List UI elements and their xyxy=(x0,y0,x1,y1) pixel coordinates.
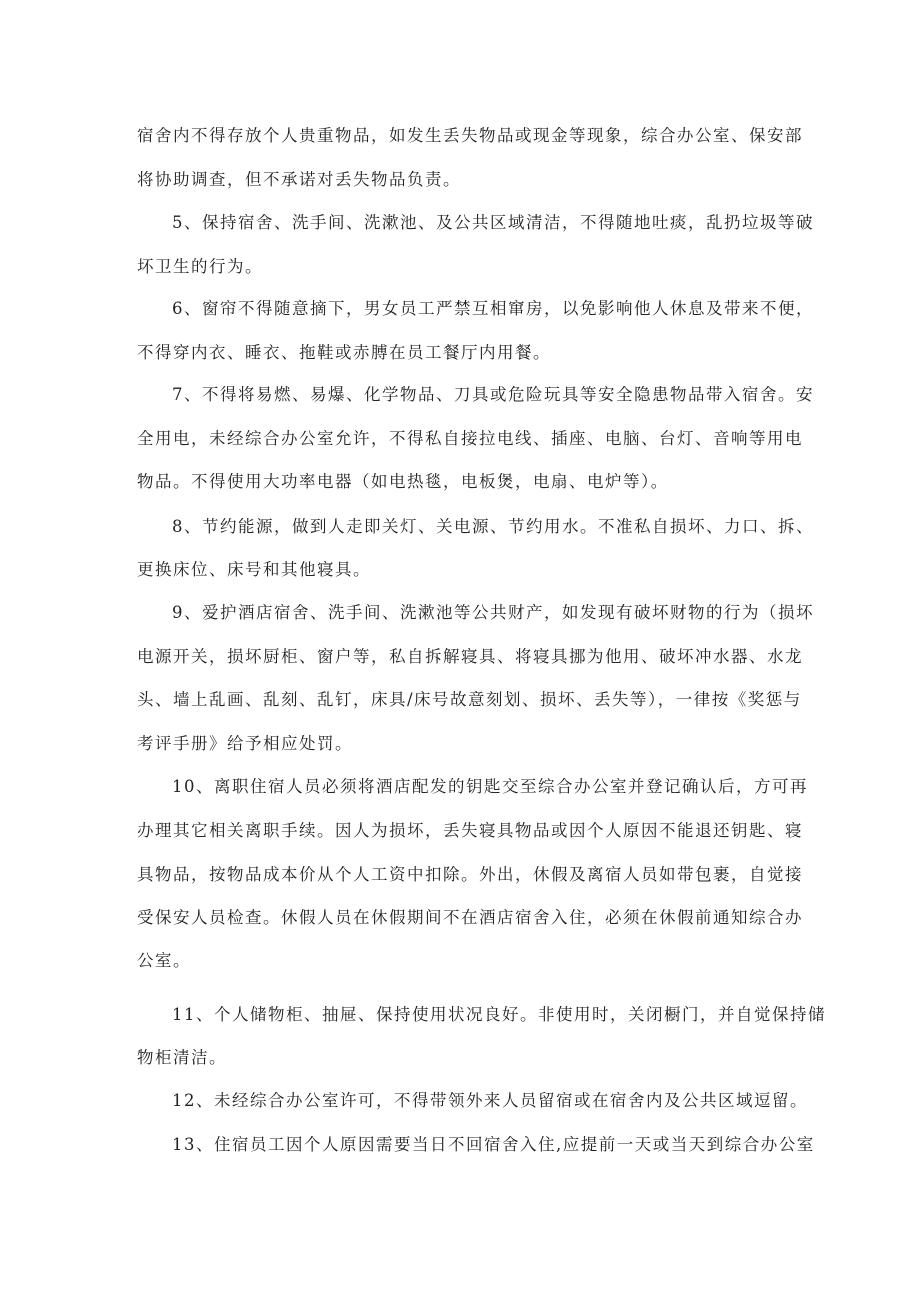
rule-6-line-2: 不得穿内衣、睡衣、拖鞋或赤膊在员工餐厅内用餐。 xyxy=(137,343,551,362)
rule-10-line-4: 受保安人员检查。休假人员在休假期间不在酒店宿舍入住，必须在休假前通知综合办 xyxy=(137,908,803,927)
rule-10-line-5: 公室。 xyxy=(137,951,191,970)
rule-10-line-3: 具物品，按物品成本价从个人工资中扣除。外出，休假及离宿人员如带包裹，自觉接 xyxy=(137,865,803,884)
rule-9-line-1: 9、爱护酒店宿舍、洗手间、洗漱池等公共财产，如发现有破坏财物的行为（损坏 xyxy=(172,603,814,622)
rule-9-line-4: 考评手册》给予相应处罚。 xyxy=(137,734,353,753)
rule-10-line-1: 10、离职住宿人员必须将酒店配发的钥匙交至综合办公室并登记确认后，方可再 xyxy=(172,777,808,796)
rule-13-line-1: 13、住宿员工因个人原因需要当日不回宿舍入住,应提前一天或当天到综合办公室 xyxy=(172,1135,815,1154)
rule-6-line-1: 6、窗帘不得随意摘下，男女员工严禁互相窜房，以免影响他人休息及带来不便， xyxy=(172,299,814,318)
rule-11-line-2: 物柜清洁。 xyxy=(137,1048,227,1067)
rule-5-line-1: 5、保持宿舍、洗手间、洗漱池、及公共区域清洁，不得随地吐痰，乱扔垃圾等破 xyxy=(172,213,814,232)
rule-7-line-2: 全用电，未经综合办公室允许，不得私自接拉电线、插座、电脑、台灯、音响等用电 xyxy=(137,429,803,448)
rule-7-line-1: 7、不得将易燃、易爆、化学物品、刀具或危险玩具等安全隐患物品带入宿舍。安 xyxy=(172,385,814,404)
text-line-2: 将协助调查，但不承诺对丢失物品负责。 xyxy=(137,170,461,189)
rule-8-line-1: 8、节约能源，做到人走即关灯、关电源、节约用水。不准私自损坏、力口、拆、 xyxy=(172,517,814,536)
rule-7-line-3: 物品。不得使用大功率电器（如电热毯，电板煲，电扇、电炉等）。 xyxy=(137,472,669,491)
rule-8-line-2: 更换床位、床号和其他寝具。 xyxy=(137,560,371,579)
text-line-1: 宿舍内不得存放个人贵重物品，如发生丢失物品或现金等现象，综合办公室、保安部 xyxy=(137,126,803,145)
rule-10-line-2: 办理其它相关离职手续。因人为损坏，丢失寝具物品或因个人原因不能退还钥匙、寝 xyxy=(137,821,803,840)
rule-5-line-2: 坏卫生的行为。 xyxy=(137,257,263,276)
rule-12-line-1: 12、未经综合办公室许可，不得带领外来人员留宿或在宿舍内及公共区域逗留。 xyxy=(172,1091,808,1110)
rule-9-line-3: 头、墙上乱画、乱刻、乱钉，床具/床号故意刻划、损坏、丢失等），一律按《奖惩与 xyxy=(137,690,802,709)
rule-9-line-2: 电源开关，损坏厨柜、窗户等，私自拆解寝具、将寝具挪为他用、破坏冲水器、水龙 xyxy=(137,647,803,666)
rule-11-line-1: 11、个人储物柜、抽屉、保持使用状况良好。非使用时，关闭橱门，并自觉保持储 xyxy=(172,1005,826,1024)
